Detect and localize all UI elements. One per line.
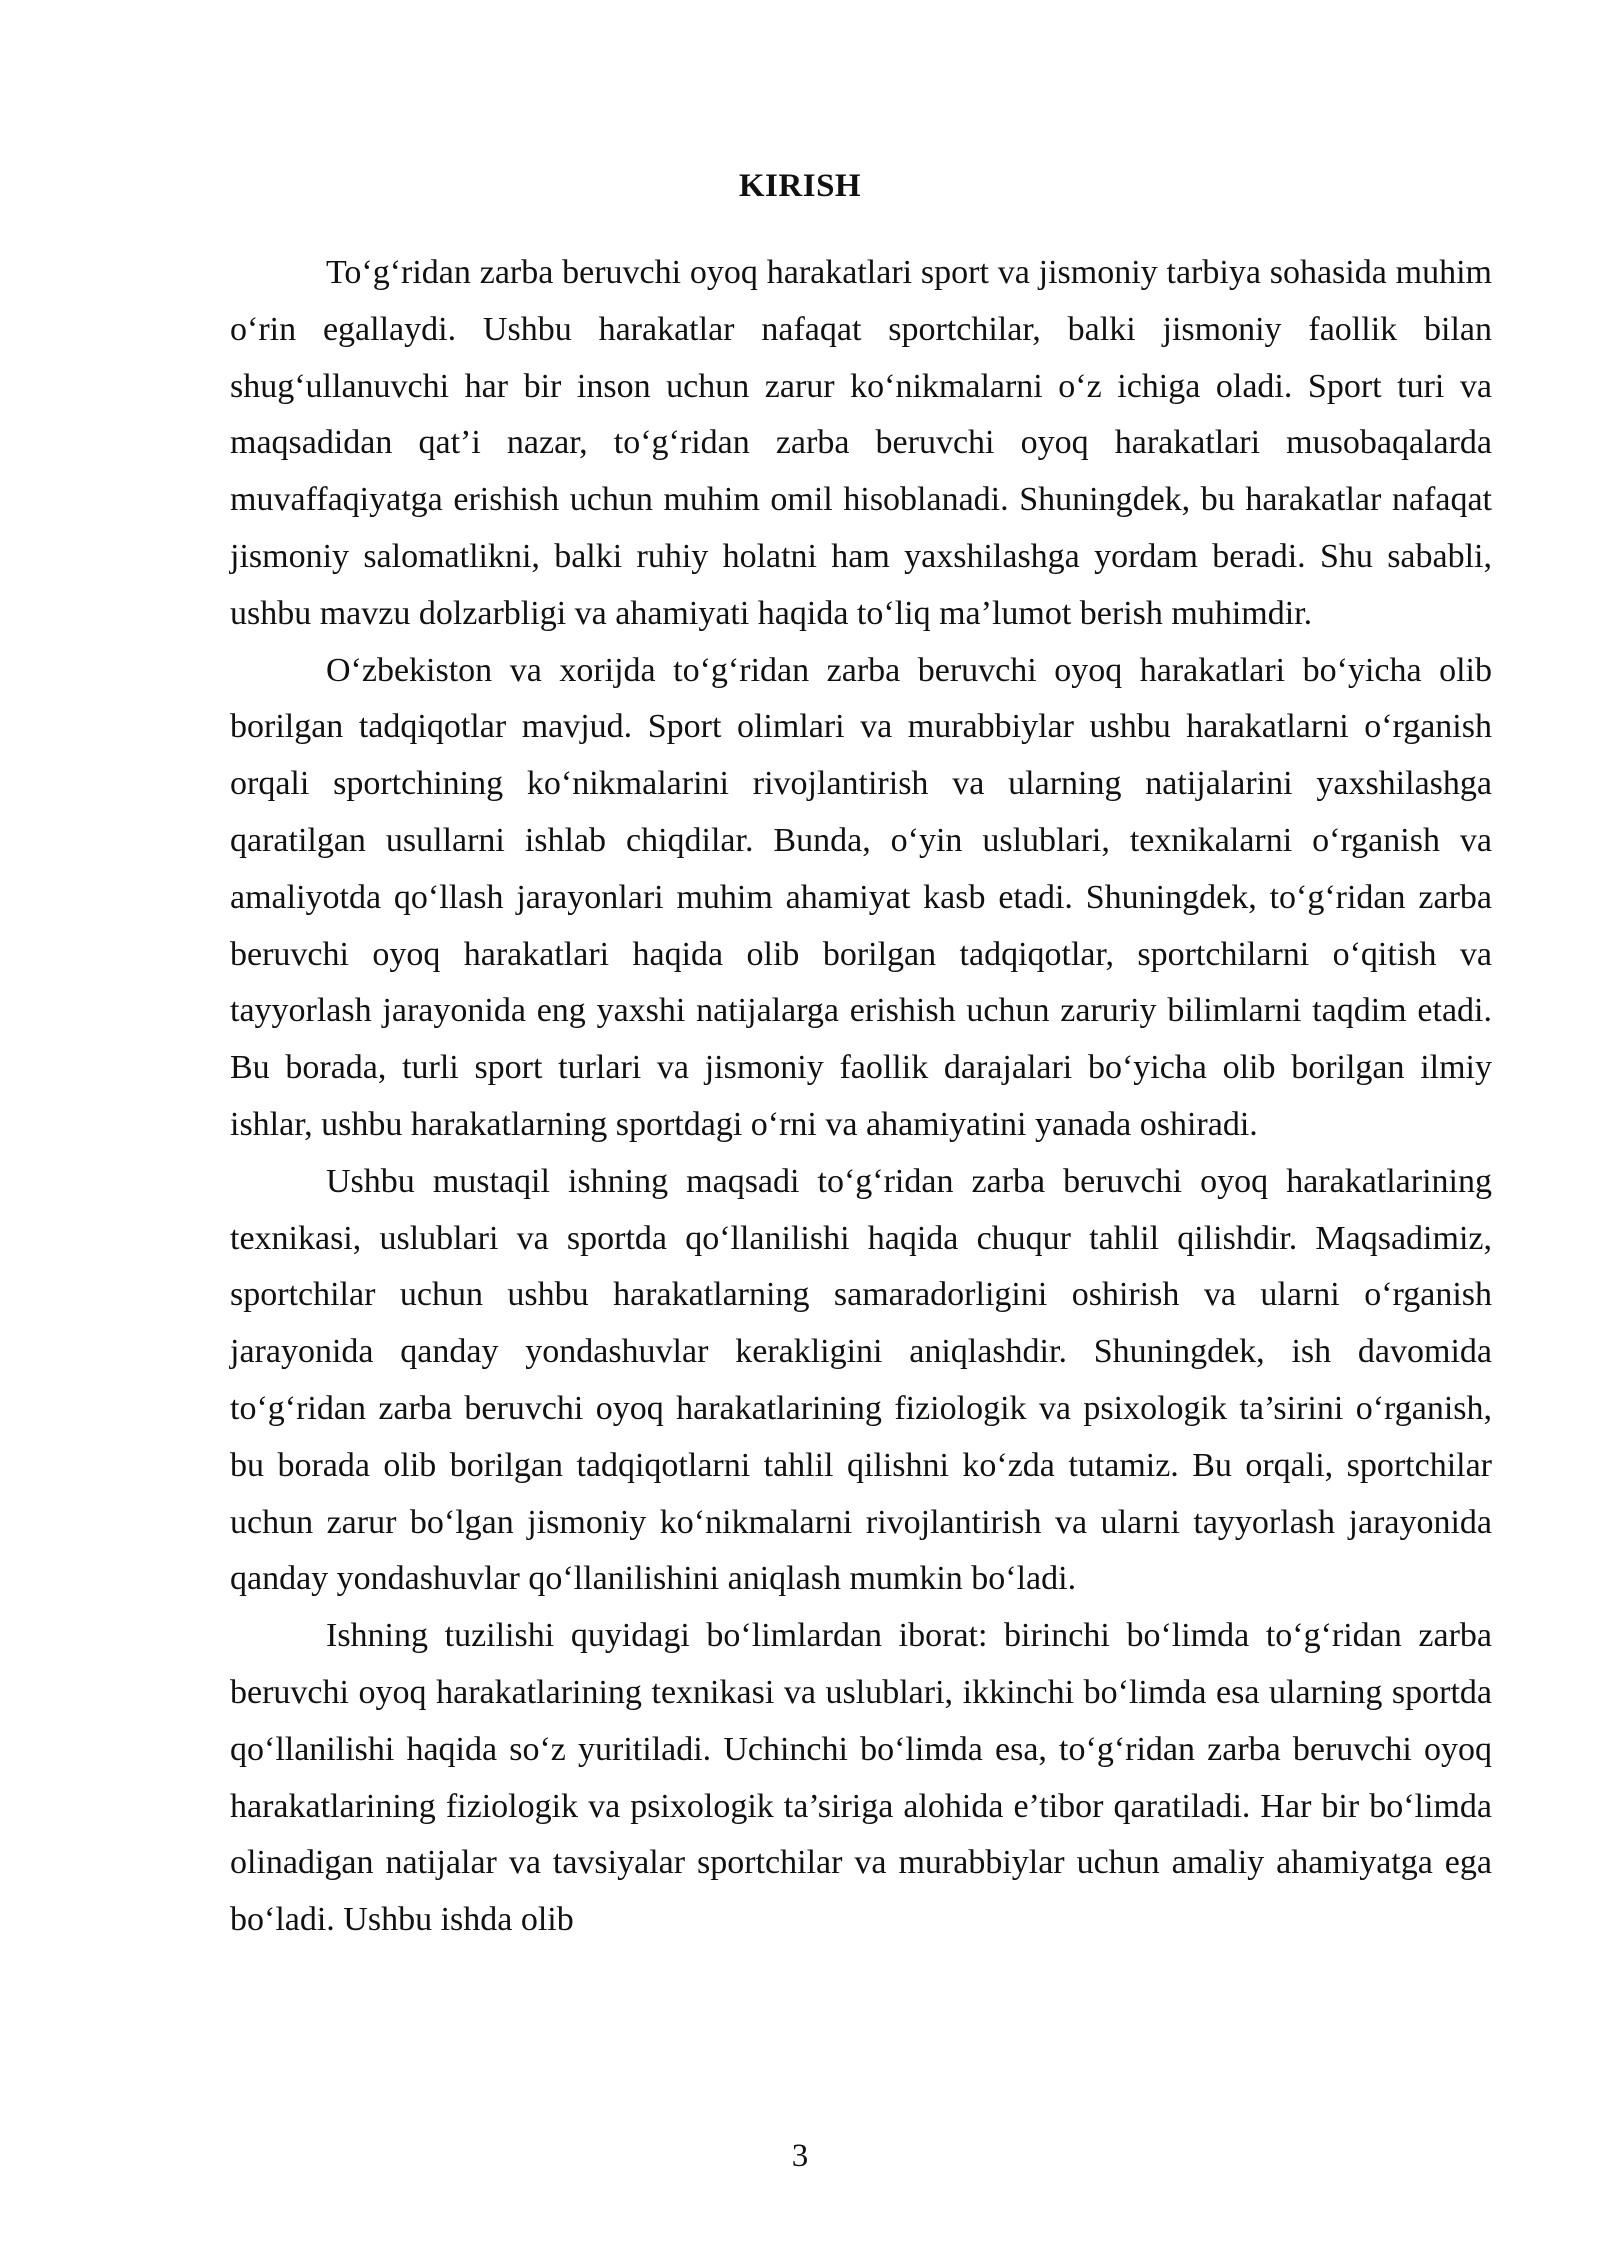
document-body — [230, 245, 1492, 1949]
paragraph-3: Ushbu mustaqil ishning maqsadi to‘g‘ridan zarba beruvchi oyoq harakatlarining texnikasi, uslublari va sportda qo‘llanilishi haqida chuqur tahlil qilishdir. Maqsadimiz, sportchilar uchun ushbu harakatlarning samaradorligini oshirish va ularni o‘rganish jarayonida qanday yondashuvlar kerakligini aniqlashdir. Shuningdek, ish davomida to‘g‘ridan zarba beruvchi oyoq harakatlarining fiziologik va psixologik ta’sirini o‘rganish, bu borada olib borilgan tadqiqotlarni tahlil qilishni ko‘zda tutamiz. Bu orqali, sportchilar uchun zarur bo‘lgan jismoniy ko‘nikmalarni rivojlantirish va ularni tayyorlash jarayonida qanday yondashuvlar qo‘llanilishini aniqlash mumkin bo‘ladi. — [230, 1162, 1492, 1598]
page-number: 3 — [791, 2138, 809, 2174]
paragraph-4: Ishning tuzilishi quyidagi bo‘limlardan iborat: birinchi bo‘limda to‘g‘ridan zarba beruvchi oyoq harakatlarining texnikasi va uslublari, ikkinchi bo‘limda esa ularning sportda qo‘llanilishi haqida so‘z yuritiladi. Uchinchi bo‘limda esa, to‘g‘ridan zarba beruvchi oyoq harakatlarining fiziologik va psixologik ta’siriga alohida e’tibor qaratiladi. Har bir bo‘limda olinadigan natijalar va tavsiyalar sportchilar va murabbiylar uchun amaliy ahamiyatga ega bo‘ladi. Ushbu ishda olib — [230, 1617, 1492, 1939]
page-title: KIRISH — [738, 168, 862, 204]
paragraph-2: O‘zbekiston va xorijda to‘g‘ridan zarba beruvchi oyoq harakatlari bo‘yicha olib borilgan tadqiqotlar mavjud. Sport olimlari va murabbiylar ushbu harakatlarni o‘rganish orqali sportchining ko‘nikmalarini rivojlantirish va ularning natijalarini yaxshilashga qaratilgan usullarni ishlab chiqdilar. Bunda, o‘yin uslublari, texnikalarni o‘rganish va amaliyotda qo‘llash jarayonlari muhim ahamiyat kasb etadi. Shuningdek, to‘g‘ridan zarba beruvchi oyoq harakatlari haqida olib borilgan tadqiqotlar, sportchilarni o‘qitish va tayyorlash jarayonida eng yaxshi natijalarga erishish uchun zaruriy bilimlarni taqdim etadi. Bu borada, turli sport turlari va jismoniy faollik darajalari bo‘yicha olib borilgan ilmiy ishlar, ushbu harakatlarning sportdagi o‘rni va ahamiyatini yanada oshiradi. — [230, 651, 1492, 1143]
paragraph-1: To‘g‘ridan zarba beruvchi oyoq harakatlari sport va jismoniy tarbiya sohasida muhim o‘rin egallaydi. Ushbu harakatlar nafaqat sportchilar, balki jismoniy faollik bilan shug‘ullanuvchi har bir inson uchun zarur ko‘nikmalarni o‘z ichiga oladi. Sport turi va maqsadidan qat’i nazar, to‘g‘ridan zarba beruvchi oyoq harakatlari musobaqalarda muvaffaqiyatga erishish uchun muhim omil hisoblanadi. Shuningdek, bu harakatlar nafaqat jismoniy salomatlikni, balki ruhiy holatni ham yaxshilashga yordam beradi. Shu sababli, ushbu mavzu dolzarbligi va ahamiyati haqida to‘liq ma’lumot berish muhimdir. — [230, 254, 1492, 632]
